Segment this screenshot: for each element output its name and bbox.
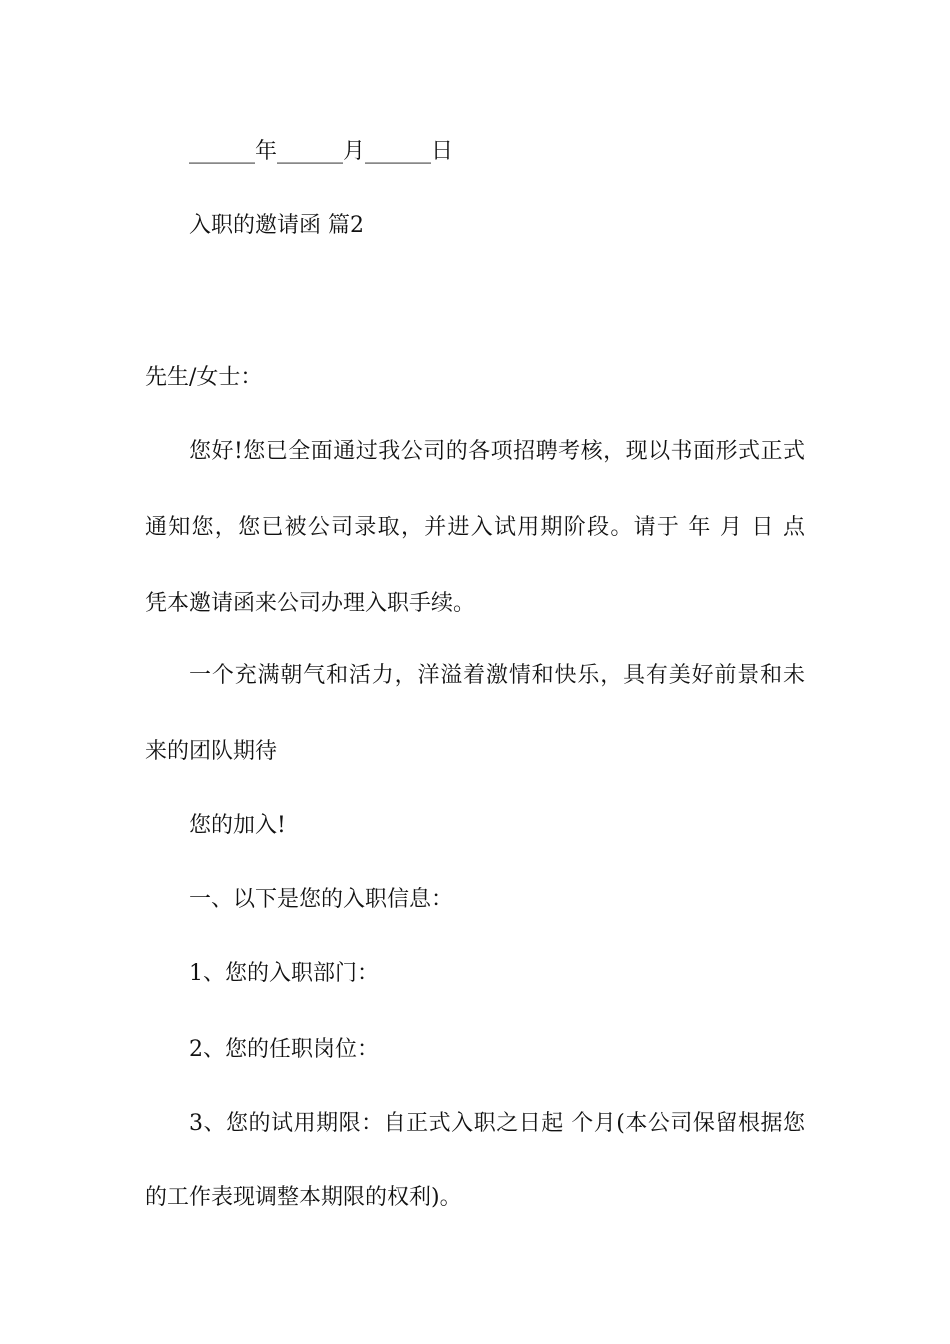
paragraph-1-line-2: 通知您，您已被公司录取，并进入试用期阶段。请于 年 月 日 点 (145, 515, 805, 540)
paragraph-1-line-3: 凭本邀请函来公司办理入职手续。 (145, 591, 476, 616)
info-item-department: 1、您的入职部门： (189, 961, 379, 986)
section-1-title: 一、以下是您的入职信息： (189, 887, 454, 912)
date-line: ______年______月______日 (189, 139, 454, 164)
info-item-probation-line-2: 的工作表现调整本期限的权利)。 (145, 1185, 462, 1210)
salutation: 先生/女士： (145, 365, 263, 390)
paragraph-3: 您的加入! (189, 813, 286, 838)
info-item-position: 2、您的任职岗位： (189, 1037, 379, 1062)
paragraph-2-line-1: 一个充满朝气和活力，洋溢着激情和快乐，具有美好前景和未 (189, 663, 805, 688)
info-item-probation-line-1: 3、您的试用期限：自正式入职之日起 个月(本公司保留根据您 (189, 1111, 805, 1136)
paragraph-1-line-1: 您好!您已全面通过我公司的各项招聘考核，现以书面形式正式 (189, 439, 805, 464)
document-heading: 入职的邀请函 篇2 (189, 213, 364, 238)
paragraph-2-line-2: 来的团队期待 (145, 739, 278, 764)
